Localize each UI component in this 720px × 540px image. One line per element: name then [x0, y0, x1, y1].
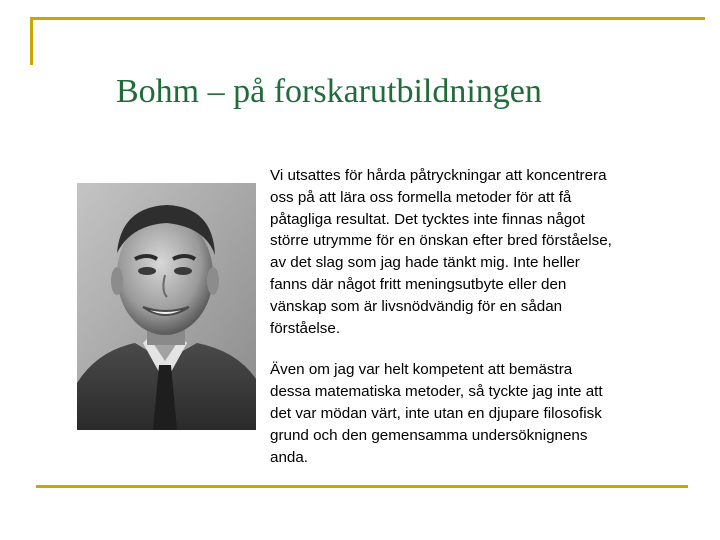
portrait-photo	[77, 183, 256, 430]
top-accent-line	[30, 17, 705, 20]
slide-title: Bohm – på forskarutbildningen	[116, 73, 542, 110]
body-text	[270, 165, 695, 488]
quote-paragraph-1: Vi utsattes för hårda påtryckningar att koncentrera oss på att lära oss formella metoder för att få påtagliga resultat. Det tycktes inte finnas något större utrymme för en önskan efter bred förståelse, av det slag som jag hade tänkt mig. Inte heller fanns där något fritt meningsutbyte eller den vänskap som är livsnödvändig för en sådan förståelse.	[270, 167, 612, 337]
left-accent-line	[30, 17, 33, 65]
quote-paragraph-2: Även om jag var helt kompetent att bemästra dessa matematiska metoder, så tyckte jag inte att det var mödan värt, inte utan en djupare filosofisk grund och den gemensamma undersöknignens anda.	[270, 361, 603, 466]
